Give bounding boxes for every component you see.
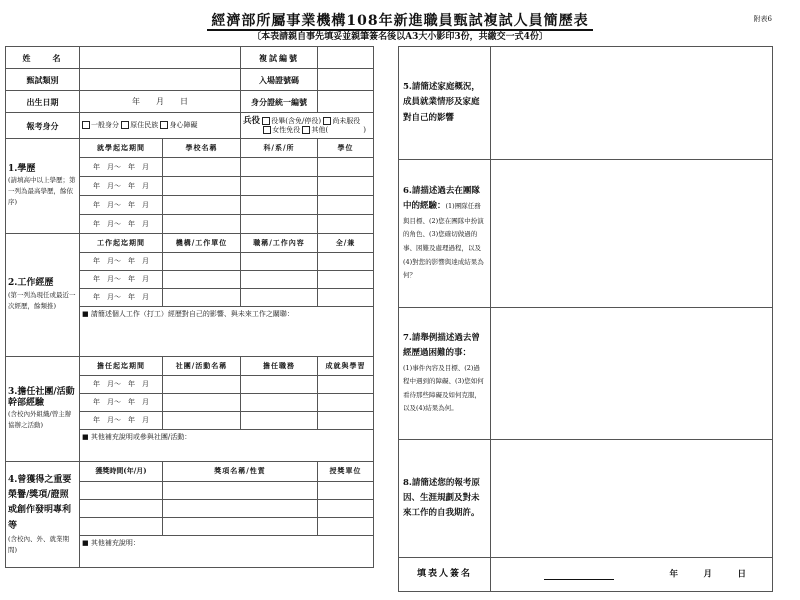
work-title-2[interactable] (241, 271, 318, 289)
edu-dept-4[interactable] (241, 215, 318, 234)
club-achievement-3[interactable] (318, 412, 374, 430)
edu-period-2[interactable]: 年 月～ 年 月 (80, 177, 163, 196)
edu-period-4[interactable]: 年 月～ 年 月 (80, 215, 163, 234)
work-header-org: 機構/工作單位 (163, 234, 241, 253)
edu-note: (請填高中以上學歷；第一列為最高學歷，餘依序) (8, 176, 76, 207)
q6-label: 6.請描述過去在團隊中的經驗： (403, 186, 480, 212)
right-form-table (398, 46, 773, 592)
club-period-2[interactable]: 年 月～ 年 月 (80, 394, 163, 412)
q7-label: 7.請舉例描述過去曾經歷過困難的事： (403, 332, 480, 359)
edu-dept-1[interactable] (241, 158, 318, 177)
work-header-period: 工作起迄期間 (80, 234, 163, 253)
work-influence-field[interactable]: ■ 請簡述個人工作（打工）經歷對自己的影響、與未來工作之關聯： (80, 307, 374, 357)
id-field[interactable] (318, 91, 374, 113)
club-achievement-2[interactable] (318, 394, 374, 412)
military-female-checkbox[interactable] (263, 126, 271, 134)
left-form-table (5, 46, 374, 568)
award-header-org: 授獎單位 (318, 462, 374, 482)
work-label: 2.工作經歷 (8, 278, 54, 289)
edu-school-1[interactable] (163, 158, 241, 177)
edu-header-school: 學校名稱 (163, 139, 241, 158)
club-label-cell (6, 357, 80, 462)
award-label-cell (6, 462, 80, 568)
club-header-period: 擔任起迄期間 (80, 357, 163, 376)
edu-school-2[interactable] (163, 177, 241, 196)
row-category (6, 69, 374, 91)
military-pending-checkbox[interactable] (323, 117, 331, 125)
award-time-2[interactable] (80, 500, 163, 518)
identity-label: 報考身分 (6, 113, 80, 139)
edu-label: 1.學歷 (8, 163, 36, 174)
award-header-name: 獎項名稱/性質 (163, 462, 318, 482)
club-achievement-1[interactable] (318, 376, 374, 394)
military-other-checkbox[interactable] (302, 126, 310, 134)
edu-degree-2[interactable] (318, 177, 374, 196)
signature-line[interactable] (544, 569, 614, 580)
work-note: (第一列為現任或最近一次經歷，餘類推) (8, 290, 76, 310)
q8-row (399, 440, 773, 558)
edu-header-dept: 科/系/所 (241, 139, 318, 158)
q5-answer-field[interactable] (491, 47, 773, 160)
military-done-checkbox[interactable] (262, 117, 270, 125)
edu-degree-4[interactable] (318, 215, 374, 234)
club-header-name: 社團/活動名稱 (163, 357, 241, 376)
edu-period-3[interactable]: 年 月～ 年 月 (80, 196, 163, 215)
identity-indigenous-checkbox[interactable] (121, 121, 129, 129)
award-label: 4.曾獲得之重要榮譽/獎項/證照或創作發明專利等 (8, 474, 72, 531)
edu-label-cell (6, 139, 80, 234)
identity-general-text: 一般身分 (91, 121, 119, 130)
category-field[interactable] (80, 69, 241, 91)
q6-label-cell (399, 160, 491, 308)
award-header-time: 獲獎時間(年/月) (80, 462, 163, 482)
military-female-text: 女性免役 (272, 126, 301, 135)
award-name-2[interactable] (163, 500, 318, 518)
form-title-text: 經濟部所屬事業機構108年新進職員甄試複試人員簡歷表 (207, 13, 592, 31)
q6-note: (1)團隊任務與目標、(2)您在團隊中扮演的角色、(3)您確切做過的事、困難及處理過程，以及(4)對您的影響與達成結果為何？ (403, 202, 484, 280)
edu-dept-2[interactable] (241, 177, 318, 196)
work-header-title: 職稱/工作內容 (241, 234, 318, 253)
award-note: (含校內、外、就業期間) (8, 535, 70, 555)
work-label-cell (6, 234, 80, 357)
work-type-3[interactable] (318, 289, 374, 307)
club-header-row (6, 357, 374, 376)
id-label: 身分證統一編號 (241, 91, 318, 113)
work-org-2[interactable] (163, 271, 241, 289)
work-header-row (6, 234, 374, 253)
edu-school-4[interactable] (163, 215, 241, 234)
signature-row (399, 558, 773, 592)
work-period-2[interactable]: 年 月～ 年 月 (80, 271, 163, 289)
row-name (6, 47, 374, 69)
edu-header-row (6, 139, 374, 158)
club-header-role: 擔任職務 (241, 357, 318, 376)
award-other-field[interactable]: ■ 其他補充說明： (80, 536, 374, 568)
work-period-3[interactable]: 年 月～ 年 月 (80, 289, 163, 307)
edu-period-1[interactable]: 年 月～ 年 月 (80, 158, 163, 177)
club-note: (含校內外組織/曾主辦協辦之活動) (8, 410, 72, 430)
award-time-1[interactable] (80, 482, 163, 500)
q7-row (399, 308, 773, 440)
q6-answer-field[interactable] (491, 160, 773, 308)
club-period-1[interactable]: 年 月～ 年 月 (80, 376, 163, 394)
award-name-1[interactable] (163, 482, 318, 500)
admission-label: 入場證號碼 (241, 69, 318, 91)
award-header-row (6, 462, 374, 482)
row-identity (6, 113, 374, 139)
q7-label-cell (399, 308, 491, 440)
exam-no-field[interactable] (318, 47, 374, 69)
category-label: 甄試類別 (6, 69, 80, 91)
military-pending-text: 尚未服役 (332, 116, 361, 125)
q8-label: 8.請簡述您的報考原因、生涯規劃及對未來工作的自我期許。 (399, 440, 491, 558)
work-org-3[interactable] (163, 289, 241, 307)
identity-disabled-text: 身心障礙 (169, 121, 198, 130)
exam-no-label: 複試編號 (241, 47, 318, 69)
identity-options (80, 113, 241, 139)
work-org-1[interactable] (163, 253, 241, 271)
name-field[interactable] (80, 47, 241, 69)
signature-date[interactable]: 年 月 日 (669, 569, 746, 580)
attachment-label: 附表6 (753, 15, 772, 23)
q5-row (399, 47, 773, 160)
admission-field[interactable] (318, 69, 374, 91)
identity-disabled-checkbox[interactable] (160, 121, 168, 129)
award-name-3[interactable] (163, 518, 318, 536)
signature-label: 填表人簽名 (399, 558, 491, 592)
club-label: 3.擔任社團/活動幹部經驗 (8, 386, 75, 408)
work-header-type: 全/兼 (318, 234, 374, 253)
award-org-3[interactable] (318, 518, 374, 536)
q5-label: 5.請簡述家庭概況，成員就業情形及家庭對自己的影響 (399, 47, 491, 160)
form-title (0, 10, 800, 30)
edu-degree-1[interactable] (318, 158, 374, 177)
edu-header-period: 就學起迄期間 (80, 139, 163, 158)
q7-note: (1)事件內容及目標、(2)過程中遇到的障礙、(3)您如何看待那些障礙及如何克服，以及(4)結果為何。 (403, 363, 484, 413)
q6-row (399, 160, 773, 308)
military-other-text: 其他( ) (311, 126, 366, 135)
signature-cell (491, 558, 773, 592)
row-dob (6, 91, 374, 113)
work-period-1[interactable]: 年 月～ 年 月 (80, 253, 163, 271)
work-type-1[interactable] (318, 253, 374, 271)
edu-school-3[interactable] (163, 196, 241, 215)
work-title-3[interactable] (241, 289, 318, 307)
form-subtitle: 〔本表請親自事先填妥並親筆簽名後以A3大小影印3份，共繳交一式4份〕 (252, 32, 548, 42)
club-period-3[interactable]: 年 月～ 年 月 (80, 412, 163, 430)
club-name-2[interactable] (163, 394, 241, 412)
club-name-3[interactable] (163, 412, 241, 430)
work-title-1[interactable] (241, 253, 318, 271)
military-label: 兵役 (243, 115, 261, 126)
award-org-1[interactable] (318, 482, 374, 500)
military-cell (241, 113, 374, 139)
identity-general-checkbox[interactable] (82, 121, 90, 129)
military-done-text: 役畢(含免/停役) (271, 116, 322, 125)
club-header-achievement: 成就與學習 (318, 357, 374, 376)
edu-degree-3[interactable] (318, 196, 374, 215)
identity-indigenous-text: 原住民族 (130, 121, 159, 130)
edu-dept-3[interactable] (241, 196, 318, 215)
dob-field[interactable]: 年 月 日 (80, 91, 241, 113)
award-time-3[interactable] (80, 518, 163, 536)
club-name-1[interactable] (163, 376, 241, 394)
edu-header-degree: 學位 (318, 139, 374, 158)
club-role-3[interactable] (241, 412, 318, 430)
club-role-2[interactable] (241, 394, 318, 412)
award-org-2[interactable] (318, 500, 374, 518)
work-type-2[interactable] (318, 271, 374, 289)
name-label: 姓 名 (6, 47, 80, 69)
dob-label: 出生日期 (6, 91, 80, 113)
q8-answer-field[interactable] (491, 440, 773, 558)
q7-answer-field[interactable] (491, 308, 773, 440)
club-role-1[interactable] (241, 376, 318, 394)
club-other-field[interactable]: ■ 其他補充說明或參與社團/活動： (80, 430, 374, 462)
